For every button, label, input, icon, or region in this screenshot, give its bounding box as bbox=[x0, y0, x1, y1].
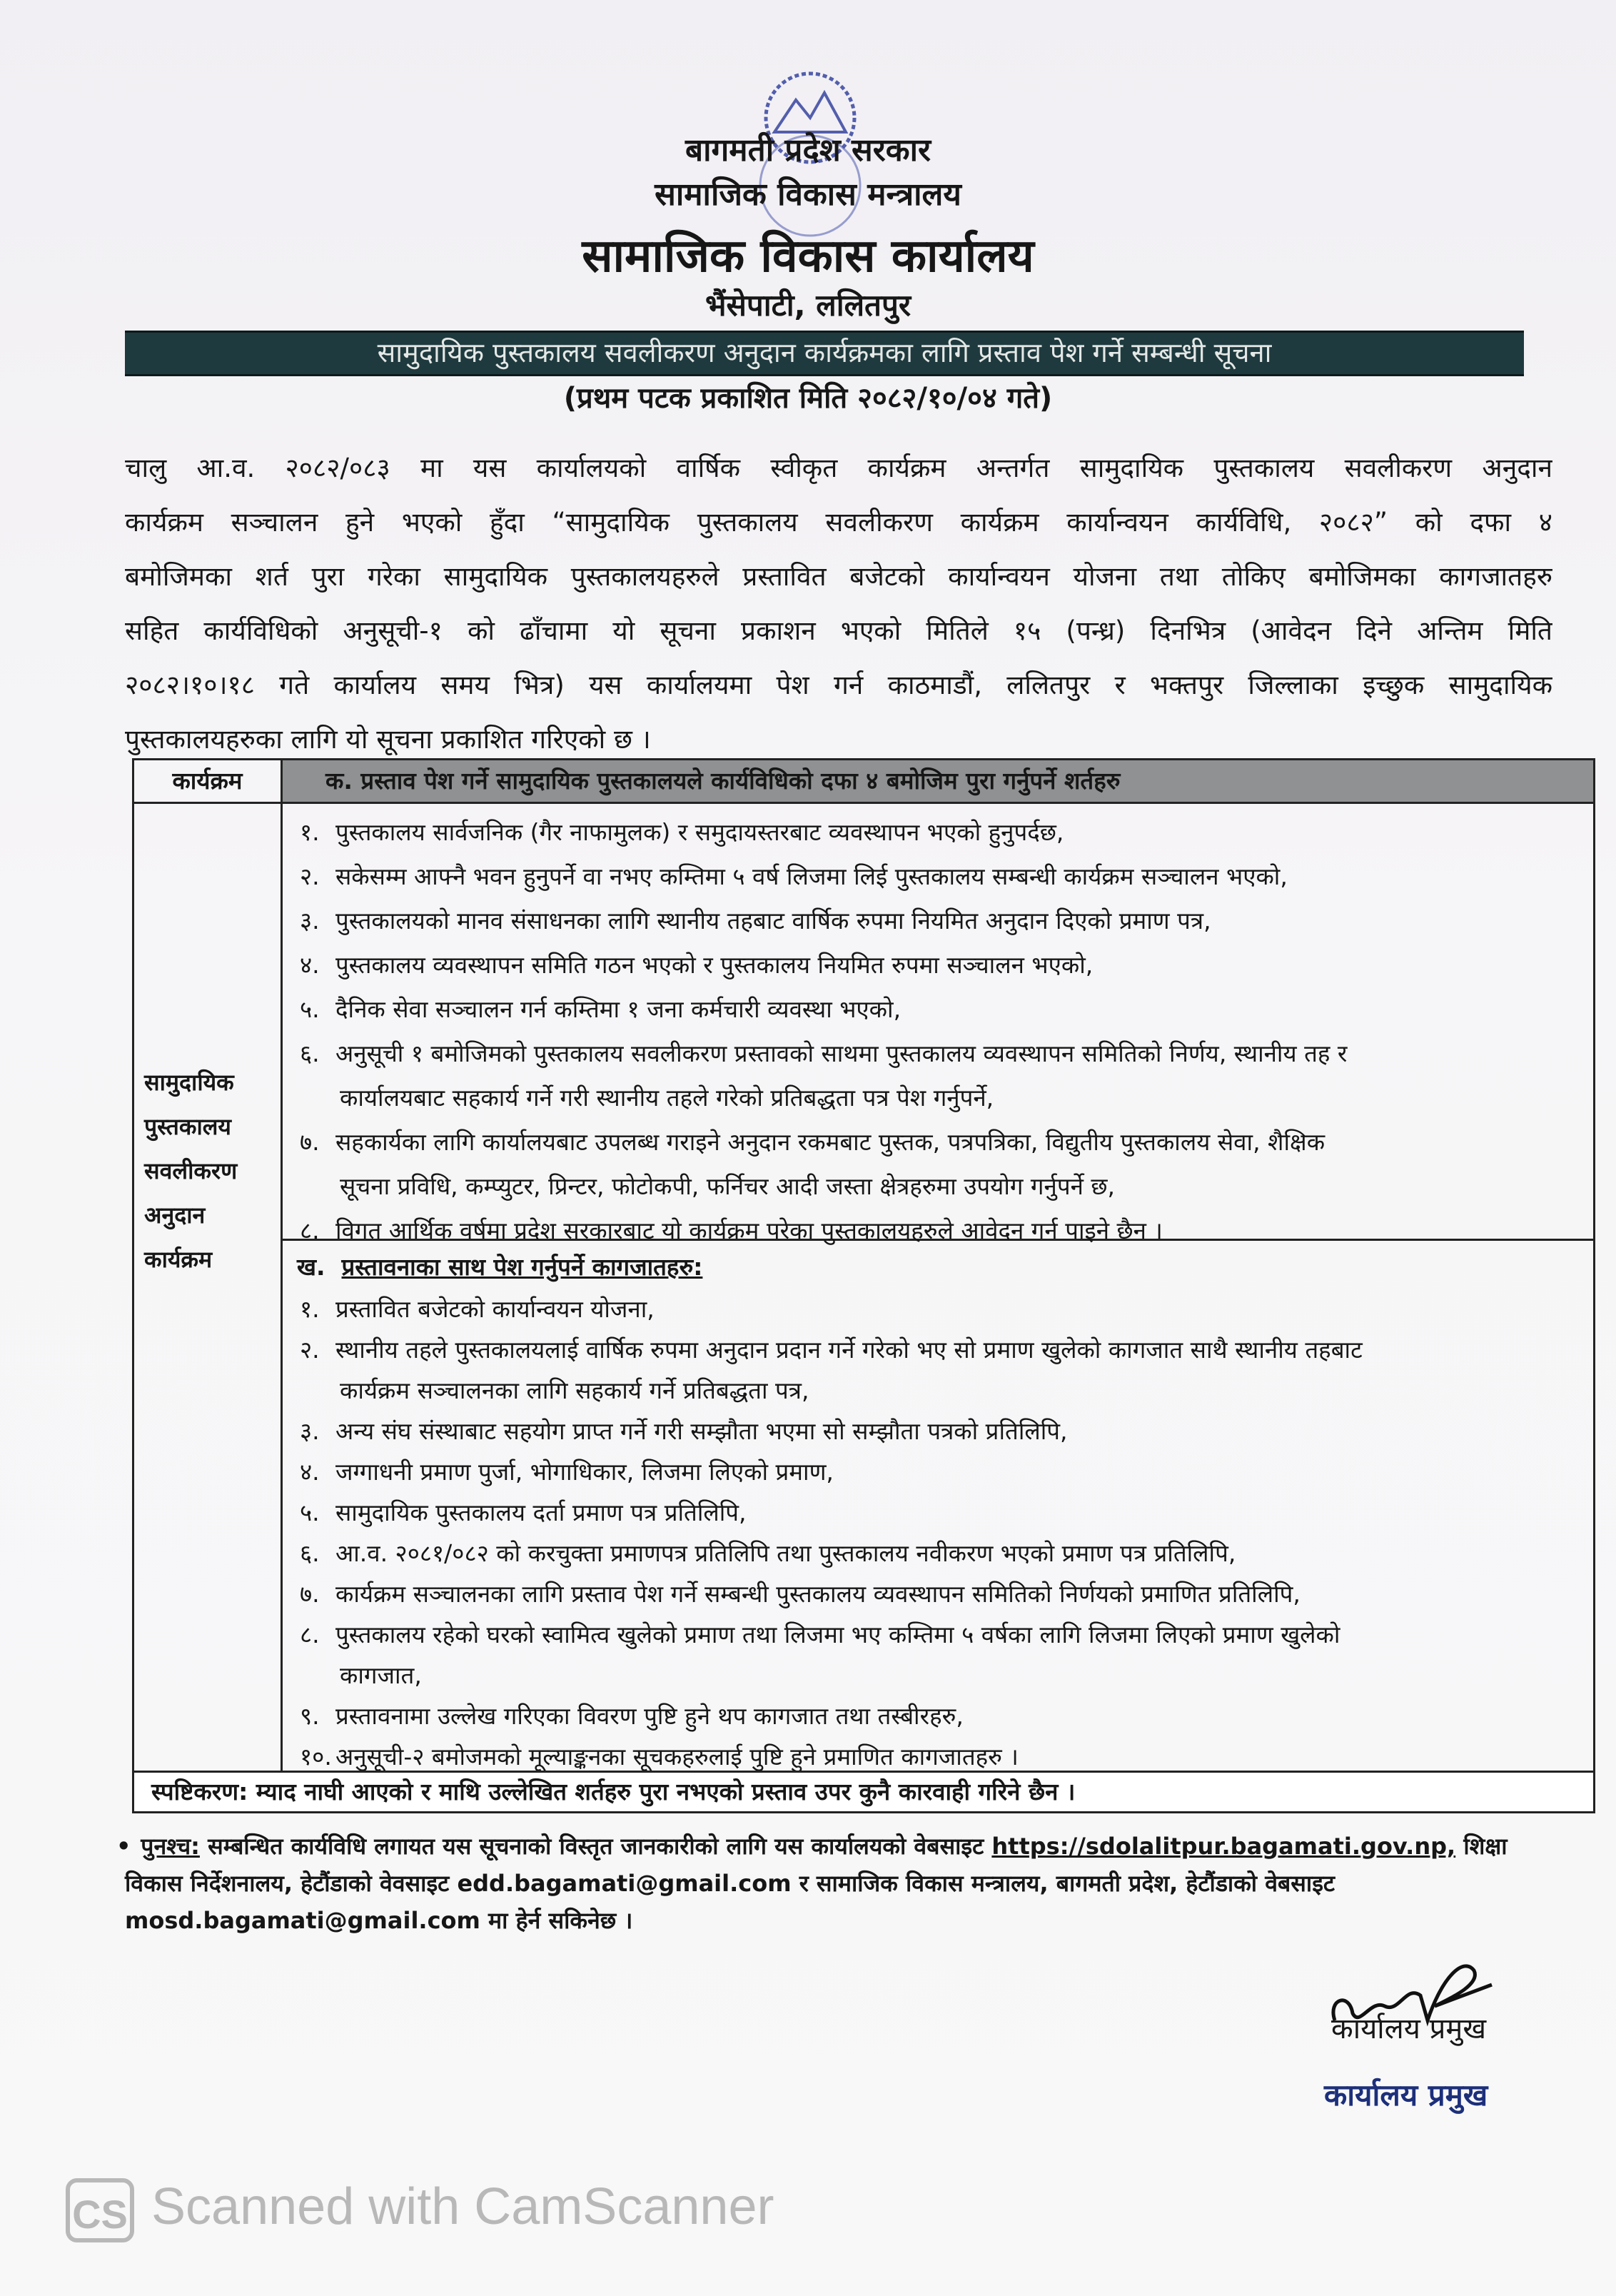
office-name: सामाजिक विकास कार्यालय bbox=[582, 230, 1034, 283]
item-number: ७. bbox=[300, 1580, 320, 1608]
note-text: र सामाजिक विकास मन्त्रालय, बागमती प्रदेश, हेटौंडाको वेबसाइट bbox=[799, 1870, 1335, 1897]
publication-date: (प्रथम पटक प्रकाशित मिति २०८२/१०/०४ गते) bbox=[563, 382, 1053, 415]
item-text: स्थानीय तहले पुस्तकालयलाई वार्षिक रुपमा अनुदान प्रदान गर्ने गरेको भए सो प्रमाण खुलेको कागजात साथै स्थानीय तहबाट bbox=[335, 1336, 1363, 1364]
item-number: २. bbox=[300, 1336, 320, 1364]
camscanner-watermark bbox=[66, 2177, 774, 2242]
item-number: ८. bbox=[300, 1217, 320, 1244]
section-prefix: ख. bbox=[297, 1253, 325, 1281]
paragraph-line: २०८२।१०।१८ गते कार्यालय समय भित्र) यस कार्यालयमा पेश गर्न काठमाडौं, ललितपुर र भक्तपुर जिल्लाका इच्छुक सामुदायिक bbox=[125, 670, 1552, 700]
list-item bbox=[283, 1574, 1593, 1614]
list-item bbox=[283, 1411, 1593, 1451]
item-text: प्रस्तावनामा उल्लेख गरिएका विवरण पुष्टि हुने थप कागजात तथा तस्बीरहरु, bbox=[335, 1702, 964, 1730]
item-number: ९. bbox=[300, 1702, 320, 1730]
column-header-program: कार्यक्रम bbox=[172, 767, 243, 795]
item-text: पुस्तकालयको मानव संसाधनका लागि स्थानीय तहबाट वार्षिक रुपमा नियमित अनुदान दिएको प्रमाण पत्र, bbox=[335, 907, 1211, 935]
notice-paragraph bbox=[125, 441, 1552, 767]
item-number: ३. bbox=[300, 1417, 320, 1445]
list-item bbox=[283, 1076, 1593, 1120]
item-number: ५. bbox=[300, 1499, 320, 1526]
program-column bbox=[134, 760, 283, 1811]
item-text: अनुसूची १ बमोजिमको पुस्तकालय सवलीकरण प्रस्तावको साथमा पुस्तकालय व्यवस्थापन समितिको निर्णय, स्थानीय तह र bbox=[335, 1039, 1348, 1067]
paragraph-line: पुस्तकालयहरुका लागि यो सूचना प्रकाशित गरिएको छ । bbox=[125, 724, 651, 755]
paragraph-line: सहित कार्यविधिको अनुसूची-१ को ढाँचामा यो सूचना प्रकाशन भएको मितिले १५ (पन्ध्र) दिनभित्र (आवेदन दिने अन्तिम मिति bbox=[125, 615, 1552, 646]
item-text: प्रस्तावित बजेटको कार्यान्वयन योजना, bbox=[335, 1295, 655, 1323]
item-text: पुस्तकालय सार्वजनिक (गैर नाफामुलक) र समुदायस्तरबाट व्यवस्थापन भएको हुनुपर्दछ, bbox=[335, 818, 1064, 846]
list-item bbox=[283, 1329, 1593, 1370]
item-text: आ.व. २०८१/०८२ को करचुक्ता प्रमाणपत्र प्रतिलिपि तथा पुस्तकालय नवीकरण भएको प्रमाण पत्र प्रतिलिपि, bbox=[335, 1539, 1236, 1567]
column-header-conditions: क. प्रस्ताव पेश गर्ने सामुदायिक पुस्तकालयले कार्यविधिको दफा ४ बमोजिम पुरा गर्नुपर्ने शर्तहरु bbox=[283, 760, 1593, 802]
program-label-line: सामुदायिक bbox=[144, 1069, 234, 1096]
program-label-line: सवलीकरण bbox=[144, 1157, 238, 1184]
item-number: ३. bbox=[300, 907, 320, 935]
list-item bbox=[283, 855, 1593, 899]
item-number: १. bbox=[300, 818, 320, 846]
list-item bbox=[283, 1492, 1593, 1533]
documents-list bbox=[283, 1289, 1593, 1777]
list-item bbox=[283, 899, 1593, 943]
section-title-text: प्रस्तावनाका साथ पेश गर्नुपर्ने कागजातहरु: bbox=[341, 1253, 703, 1281]
requirements-table bbox=[132, 758, 1595, 1813]
list-item bbox=[283, 1164, 1593, 1209]
item-text: कार्यालयबाट सहकार्य गर्ने गरी स्थानीय तहले गरेको प्रतिबद्धता पत्र पेश गर्नुपर्ने, bbox=[340, 1084, 994, 1112]
documents-section-title bbox=[283, 1246, 1593, 1289]
list-item bbox=[283, 1120, 1593, 1164]
program-label-line: कार्यक्रम bbox=[144, 1246, 213, 1273]
item-number: १. bbox=[300, 1295, 320, 1323]
list-item bbox=[283, 1533, 1593, 1574]
program-label-line: अनुदान bbox=[144, 1202, 206, 1229]
conditions-section bbox=[283, 810, 1593, 1244]
item-number: २. bbox=[300, 862, 320, 890]
designation-stamp: कार्यालय प्रमुख bbox=[1324, 2078, 1488, 2113]
note-text: सम्बन्धित कार्यविधि लगायत यस सूचनाको विस्तृत जानकारीको लागि यस कार्यालयको वेबसाइट bbox=[208, 1833, 984, 1860]
office-address: भैंसेपाटी, ललितपुर bbox=[705, 288, 911, 323]
list-item bbox=[283, 810, 1593, 855]
item-number: ७. bbox=[300, 1128, 320, 1156]
item-text: पुस्तकालय रहेको घरको स्वामित्व खुलेको प्रमाण तथा लिजमा भए कम्तिमा ५ वर्षका लागि लिजमा लिएको प्रमाण खुलेको bbox=[335, 1621, 1340, 1648]
program-label-line: पुस्तकालय bbox=[144, 1113, 231, 1140]
list-item bbox=[283, 943, 1593, 987]
list-item bbox=[283, 1614, 1593, 1655]
clarification-row: स्पष्टिकरण: म्याद नाघी आएको र माथि उल्लेखित शर्तहरु पुरा नभएको प्रस्ताव उपर कुनै कारवाही गरिने छैन । bbox=[134, 1771, 1593, 1811]
note-text: मा हेर्न सकिनेछ । bbox=[488, 1907, 633, 1934]
item-text: कागजात, bbox=[340, 1661, 422, 1689]
table-header bbox=[134, 760, 1593, 804]
bullet-icon: • bbox=[116, 1833, 131, 1860]
item-text: जग्गाधनी प्रमाण पुर्जा, भोगाधिकार, लिजमा लिएको प्रमाण, bbox=[335, 1458, 834, 1486]
item-text: विगत आर्थिक वर्षमा प्रदेश सरकारबाट यो कार्यक्रम परेका पुस्तकालयहरुले आवेदन गर्न पाइने छैन । bbox=[335, 1217, 1163, 1244]
list-item bbox=[283, 1032, 1593, 1076]
item-text: अनुसूची-२ बमोजमको मूल्याङ्कनका सूचकहरुलाई पुष्टि हुने प्रमाणित कागजातहरु । bbox=[335, 1743, 1019, 1771]
item-text: कार्यक्रम सञ्चालनका लागि सहकार्य गर्ने प्रतिबद्धता पत्र, bbox=[340, 1376, 809, 1404]
item-number: ४. bbox=[300, 951, 320, 979]
item-number: ६. bbox=[300, 1539, 320, 1567]
item-text: सकेसम्म आफ्नै भवन हुनुपर्ने वा नभए कम्तिमा ५ वर्ष लिजमा लिई पुस्तकालय सम्बन्धी कार्यक्रम सञ्चालन भएको, bbox=[335, 862, 1288, 890]
item-text: पुस्तकालय व्यवस्थापन समिति गठन भएको र पुस्तकालय नियमित रुपमा सञ्चालन भएको, bbox=[335, 951, 1094, 979]
list-item bbox=[283, 987, 1593, 1032]
item-number: ८. bbox=[300, 1621, 320, 1648]
note-text: शिक्षा विकास निर्देशनालय, हेटौंडाको वेवसाइट bbox=[125, 1833, 1508, 1897]
ministry-name: सामाजिक विकास मन्त्रालय bbox=[655, 176, 961, 213]
item-text: अन्य संघ संस्थाबाट सहयोग प्राप्त गर्ने गरी सम्झौता भएमा सो सम्झौता पत्रको प्रतिलिपि, bbox=[335, 1417, 1068, 1445]
email-link[interactable]: edd.bagamati@gmail.com bbox=[457, 1870, 792, 1897]
item-number: ४. bbox=[300, 1458, 320, 1486]
program-label bbox=[144, 1060, 280, 1282]
notice-title: सामुदायिक पुस्तकालय सवलीकरण अनुदान कार्यक्रमका लागि प्रस्ताव पेश गर्ने सम्बन्धी सूचना bbox=[125, 331, 1524, 376]
documents-section bbox=[283, 1246, 1593, 1777]
signatory-title: कार्यालय प्रमुख bbox=[1331, 2013, 1487, 2045]
item-text: सामुदायिक पुस्तकालय दर्ता प्रमाण पत्र प्रतिलिपि, bbox=[335, 1499, 747, 1526]
item-text: सहकार्यका लागि कार्यालयबाट उपलब्ध गराइने अनुदान रकमबाट पुस्तक, पत्रपत्रिका, विद्युतीय पुस्तकालय सेवा, शैक्षिक bbox=[335, 1128, 1325, 1156]
item-text: सूचना प्रविधि, कम्प्युटर, प्रिन्टर, फोटोकपी, फर्निचर आदी जस्ता क्षेत्रहरुमा उपयोग गर्नुपर्ने छ, bbox=[340, 1172, 1115, 1200]
list-item bbox=[283, 1370, 1593, 1411]
paragraph-line: कार्यक्रम सञ्चालन हुने भएको हुँदा “सामुदायिक पुस्तकालय सवलीकरण कार्यक्रम कार्यान्वयन कार्यविधि, २०८२” को दफा ४ bbox=[125, 507, 1552, 538]
watermark-text: Scanned with CamScanner bbox=[151, 2178, 774, 2235]
list-item bbox=[283, 1655, 1593, 1696]
website-link[interactable]: https://sdolalitpur.bagamati.gov.np, bbox=[991, 1833, 1456, 1860]
government-name: बागमती प्रदेश सरकार bbox=[685, 132, 931, 168]
item-number: ६. bbox=[300, 1039, 320, 1067]
item-text: कार्यक्रम सञ्चालनका लागि प्रस्ताव पेश गर्ने सम्बन्धी पुस्तकालय व्यवस्थापन समितिको निर्णयको प्रमाणित प्रतिलिपि, bbox=[335, 1580, 1301, 1608]
list-item bbox=[283, 1451, 1593, 1492]
paragraph-line: चालु आ.व. २०८२/०८३ मा यस कार्यालयको वार्षिक स्वीकृत कार्यक्रम अन्तर्गत सामुदायिक पुस्तकालय सवलीकरण अनुदान bbox=[125, 453, 1552, 483]
list-item bbox=[283, 1696, 1593, 1736]
camscanner-logo-icon: CS bbox=[66, 2178, 134, 2242]
list-item bbox=[283, 1289, 1593, 1329]
paragraph-line: बमोजिमका शर्त पुरा गरेका सामुदायिक पुस्तकालयहरुले प्रस्तावित बजेटको कार्यान्वयन योजना तथा तोकिए बमोजिमका कागजातहरु bbox=[125, 561, 1552, 592]
postscript-label: पुनश्च: bbox=[141, 1833, 200, 1860]
item-text: दैनिक सेवा सञ्चालन गर्न कम्तिमा १ जना कर्मचारी व्यवस्था भएको, bbox=[335, 995, 902, 1023]
item-number: ५. bbox=[300, 995, 320, 1023]
postscript-note bbox=[116, 1828, 1552, 1939]
item-number: १०. bbox=[300, 1743, 332, 1771]
email-link[interactable]: mosd.bagamati@gmail.com bbox=[125, 1907, 480, 1934]
